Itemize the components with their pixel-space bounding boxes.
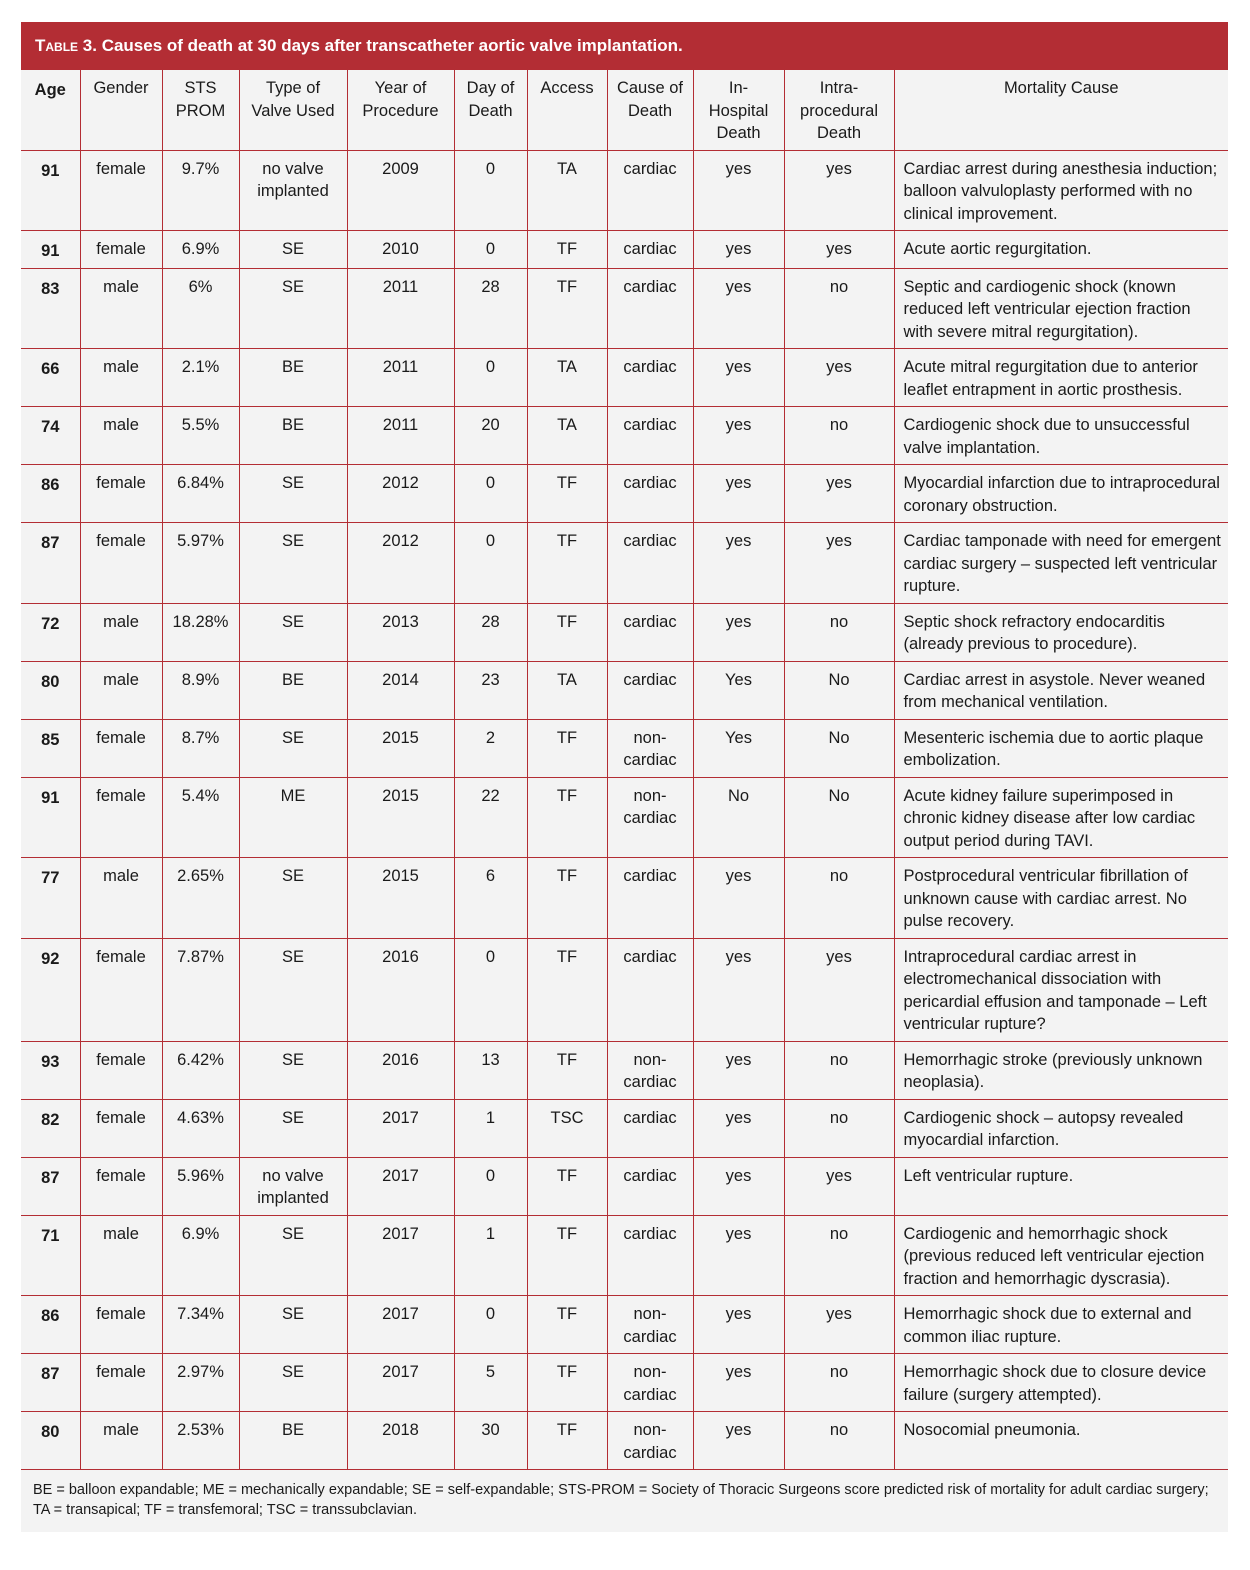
sts-prom-cell: 7.87% [162, 938, 239, 1041]
in-hospital-cell: yes [693, 150, 784, 231]
access-cell: TA [527, 661, 607, 719]
sts-prom-cell: 2.53% [162, 1412, 239, 1470]
age-cell: 80 [21, 661, 80, 719]
year-cell: 2015 [347, 858, 454, 939]
intraprocedural-cell: yes [784, 523, 894, 604]
year-cell: 2012 [347, 523, 454, 604]
gender-cell: male [80, 268, 162, 349]
valve-type-cell: BE [239, 407, 347, 465]
day-of-death-cell: 13 [454, 1041, 527, 1099]
gender-cell: female [80, 231, 162, 269]
day-of-death-cell: 20 [454, 407, 527, 465]
valve-type-cell: SE [239, 1354, 347, 1412]
mortality-cause-cell: Intraprocedural cardiac arrest in electromechanical dissociation with pericardial effusion and tamponade – Left ventricular rupture? [894, 938, 1228, 1041]
access-cell: TF [527, 1041, 607, 1099]
gender-cell: male [80, 661, 162, 719]
day-of-death-cell: 0 [454, 1157, 527, 1215]
access-cell: TF [527, 777, 607, 858]
intraprocedural-cell: no [784, 603, 894, 661]
day-of-death-cell: 30 [454, 1412, 527, 1470]
intraprocedural-cell: no [784, 268, 894, 349]
sts-prom-cell: 6% [162, 268, 239, 349]
age-cell: 87 [21, 523, 80, 604]
day-of-death-cell: 0 [454, 938, 527, 1041]
mortality-cause-cell: Cardiogenic and hemorrhagic shock (previous reduced left ventricular ejection fraction and hemorrhagic dyscrasia). [894, 1215, 1228, 1296]
access-cell: TF [527, 1157, 607, 1215]
table-row [21, 523, 1228, 604]
cause-of-death-cell: non-cardiac [607, 1041, 693, 1099]
column-header: Day of Death [454, 70, 527, 150]
day-of-death-cell: 0 [454, 1296, 527, 1354]
year-cell: 2011 [347, 349, 454, 407]
year-cell: 2018 [347, 1412, 454, 1470]
day-of-death-cell: 6 [454, 858, 527, 939]
sts-prom-cell: 2.1% [162, 349, 239, 407]
day-of-death-cell: 5 [454, 1354, 527, 1412]
mortality-cause-cell: Cardiogenic shock – autopsy revealed myocardial infarction. [894, 1099, 1228, 1157]
column-header: Type of Valve Used [239, 70, 347, 150]
mortality-cause-cell: Postprocedural ventricular fibrillation of unknown cause with cardiac arrest. No pulse recovery. [894, 858, 1228, 939]
in-hospital-cell: yes [693, 858, 784, 939]
valve-type-cell: ME [239, 777, 347, 858]
mortality-cause-cell: Left ventricular rupture. [894, 1157, 1228, 1215]
valve-type-cell: SE [239, 938, 347, 1041]
table-footnote: BE = balloon expandable; ME = mechanically expandable; SE = self-expandable; STS-PROM = Society of Thoracic Surgeons score predicted risk of mortality for adult cardiac surgery; TA = transapical; TF = transfemoral; TSC = transsubclavian. [21, 1470, 1228, 1532]
gender-cell: male [80, 407, 162, 465]
cause-of-death-cell: non-cardiac [607, 1354, 693, 1412]
sts-prom-cell: 2.65% [162, 858, 239, 939]
age-cell: 91 [21, 777, 80, 858]
column-header: Age [21, 70, 80, 150]
age-cell: 91 [21, 150, 80, 231]
cause-of-death-cell: cardiac [607, 349, 693, 407]
table-body [21, 150, 1228, 1470]
year-cell: 2017 [347, 1215, 454, 1296]
mortality-cause-cell: Septic and cardiogenic shock (known reduced left ventricular ejection fraction with severe mitral regurgitation). [894, 268, 1228, 349]
column-header: Year of Procedure [347, 70, 454, 150]
day-of-death-cell: 0 [454, 231, 527, 269]
header-row [21, 70, 1228, 150]
age-cell: 74 [21, 407, 80, 465]
in-hospital-cell: yes [693, 1041, 784, 1099]
mortality-table [21, 70, 1228, 1470]
column-header: Mortality Cause [894, 70, 1228, 150]
in-hospital-cell: yes [693, 231, 784, 269]
intraprocedural-cell: no [784, 1354, 894, 1412]
cause-of-death-cell: cardiac [607, 268, 693, 349]
access-cell: TF [527, 268, 607, 349]
access-cell: TF [527, 1215, 607, 1296]
table-row [21, 407, 1228, 465]
sts-prom-cell: 8.9% [162, 661, 239, 719]
year-cell: 2009 [347, 150, 454, 231]
table-row [21, 938, 1228, 1041]
cause-of-death-cell: cardiac [607, 465, 693, 523]
access-cell: TF [527, 1296, 607, 1354]
cause-of-death-cell: non-cardiac [607, 1412, 693, 1470]
year-cell: 2017 [347, 1157, 454, 1215]
age-cell: 86 [21, 1296, 80, 1354]
mortality-cause-cell: Acute aortic regurgitation. [894, 231, 1228, 269]
access-cell: TF [527, 465, 607, 523]
mortality-cause-cell: Acute mitral regurgitation due to anterior leaflet entrapment in aortic prosthesis. [894, 349, 1228, 407]
in-hospital-cell: yes [693, 1296, 784, 1354]
year-cell: 2016 [347, 938, 454, 1041]
table-label: Table 3. [35, 36, 97, 55]
in-hospital-cell: yes [693, 938, 784, 1041]
intraprocedural-cell: No [784, 719, 894, 777]
table-row [21, 1412, 1228, 1470]
access-cell: TF [527, 231, 607, 269]
in-hospital-cell: yes [693, 1157, 784, 1215]
day-of-death-cell: 0 [454, 465, 527, 523]
in-hospital-cell: yes [693, 1215, 784, 1296]
mortality-cause-cell: Hemorrhagic shock due to closure device failure (surgery attempted). [894, 1354, 1228, 1412]
sts-prom-cell: 6.9% [162, 231, 239, 269]
valve-type-cell: SE [239, 603, 347, 661]
day-of-death-cell: 0 [454, 523, 527, 604]
gender-cell: female [80, 777, 162, 858]
mortality-cause-cell: Mesenteric ischemia due to aortic plaque embolization. [894, 719, 1228, 777]
valve-type-cell: BE [239, 1412, 347, 1470]
sts-prom-cell: 5.5% [162, 407, 239, 465]
year-cell: 2013 [347, 603, 454, 661]
access-cell: TSC [527, 1099, 607, 1157]
access-cell: TA [527, 407, 607, 465]
cause-of-death-cell: cardiac [607, 523, 693, 604]
age-cell: 87 [21, 1354, 80, 1412]
access-cell: TA [527, 349, 607, 407]
in-hospital-cell: yes [693, 465, 784, 523]
sts-prom-cell: 2.97% [162, 1354, 239, 1412]
sts-prom-cell: 5.97% [162, 523, 239, 604]
sts-prom-cell: 8.7% [162, 719, 239, 777]
day-of-death-cell: 1 [454, 1215, 527, 1296]
in-hospital-cell: yes [693, 1412, 784, 1470]
cause-of-death-cell: cardiac [607, 938, 693, 1041]
valve-type-cell: no valve implanted [239, 1157, 347, 1215]
intraprocedural-cell: yes [784, 938, 894, 1041]
sts-prom-cell: 9.7% [162, 150, 239, 231]
in-hospital-cell: yes [693, 407, 784, 465]
cause-of-death-cell: non-cardiac [607, 1296, 693, 1354]
access-cell: TF [527, 938, 607, 1041]
gender-cell: female [80, 938, 162, 1041]
age-cell: 66 [21, 349, 80, 407]
gender-cell: male [80, 349, 162, 407]
sts-prom-cell: 4.63% [162, 1099, 239, 1157]
year-cell: 2012 [347, 465, 454, 523]
year-cell: 2017 [347, 1354, 454, 1412]
gender-cell: female [80, 719, 162, 777]
age-cell: 72 [21, 603, 80, 661]
age-cell: 71 [21, 1215, 80, 1296]
gender-cell: female [80, 1354, 162, 1412]
table-row [21, 465, 1228, 523]
gender-cell: male [80, 603, 162, 661]
valve-type-cell: SE [239, 465, 347, 523]
cause-of-death-cell: cardiac [607, 231, 693, 269]
sts-prom-cell: 6.84% [162, 465, 239, 523]
cause-of-death-cell: non-cardiac [607, 777, 693, 858]
gender-cell: male [80, 1215, 162, 1296]
gender-cell: male [80, 858, 162, 939]
intraprocedural-cell: no [784, 1215, 894, 1296]
in-hospital-cell: yes [693, 603, 784, 661]
day-of-death-cell: 23 [454, 661, 527, 719]
cause-of-death-cell: cardiac [607, 661, 693, 719]
year-cell: 2017 [347, 1296, 454, 1354]
mortality-cause-cell: Cardiac tamponade with need for emergent cardiac surgery – suspected left ventricular rupture. [894, 523, 1228, 604]
valve-type-cell: SE [239, 719, 347, 777]
table-row [21, 858, 1228, 939]
cause-of-death-cell: cardiac [607, 1157, 693, 1215]
intraprocedural-cell: No [784, 777, 894, 858]
in-hospital-cell: yes [693, 268, 784, 349]
in-hospital-cell: Yes [693, 661, 784, 719]
gender-cell: female [80, 1041, 162, 1099]
intraprocedural-cell: yes [784, 349, 894, 407]
age-cell: 91 [21, 231, 80, 269]
day-of-death-cell: 28 [454, 268, 527, 349]
access-cell: TF [527, 858, 607, 939]
valve-type-cell: SE [239, 268, 347, 349]
column-header: STS PROM [162, 70, 239, 150]
valve-type-cell: SE [239, 1296, 347, 1354]
cause-of-death-cell: cardiac [607, 150, 693, 231]
table-row [21, 1157, 1228, 1215]
age-cell: 82 [21, 1099, 80, 1157]
table-row [21, 1354, 1228, 1412]
cause-of-death-cell: cardiac [607, 1215, 693, 1296]
access-cell: TF [527, 603, 607, 661]
table-row [21, 150, 1228, 231]
sts-prom-cell: 5.96% [162, 1157, 239, 1215]
valve-type-cell: SE [239, 1041, 347, 1099]
year-cell: 2014 [347, 661, 454, 719]
age-cell: 80 [21, 1412, 80, 1470]
intraprocedural-cell: no [784, 858, 894, 939]
access-cell: TF [527, 523, 607, 604]
day-of-death-cell: 28 [454, 603, 527, 661]
sts-prom-cell: 6.42% [162, 1041, 239, 1099]
sts-prom-cell: 7.34% [162, 1296, 239, 1354]
access-cell: TF [527, 1412, 607, 1470]
cause-of-death-cell: cardiac [607, 407, 693, 465]
table-row [21, 268, 1228, 349]
intraprocedural-cell: yes [784, 465, 894, 523]
intraprocedural-cell: yes [784, 231, 894, 269]
table-row [21, 1215, 1228, 1296]
table-row [21, 1041, 1228, 1099]
age-cell: 93 [21, 1041, 80, 1099]
cause-of-death-cell: cardiac [607, 858, 693, 939]
intraprocedural-cell: no [784, 1041, 894, 1099]
mortality-cause-cell: Hemorrhagic stroke (previously unknown neoplasia). [894, 1041, 1228, 1099]
table-row [21, 349, 1228, 407]
sts-prom-cell: 5.4% [162, 777, 239, 858]
table-row [21, 603, 1228, 661]
in-hospital-cell: yes [693, 1354, 784, 1412]
intraprocedural-cell: no [784, 1099, 894, 1157]
intraprocedural-cell: no [784, 407, 894, 465]
year-cell: 2017 [347, 1099, 454, 1157]
day-of-death-cell: 0 [454, 349, 527, 407]
mortality-cause-cell: Cardiogenic shock due to unsuccessful valve implantation. [894, 407, 1228, 465]
mortality-cause-cell: Hemorrhagic shock due to external and common iliac rupture. [894, 1296, 1228, 1354]
valve-type-cell: SE [239, 858, 347, 939]
valve-type-cell: BE [239, 349, 347, 407]
year-cell: 2015 [347, 777, 454, 858]
day-of-death-cell: 2 [454, 719, 527, 777]
age-cell: 77 [21, 858, 80, 939]
gender-cell: female [80, 150, 162, 231]
gender-cell: male [80, 1412, 162, 1470]
valve-type-cell: BE [239, 661, 347, 719]
cause-of-death-cell: non-cardiac [607, 719, 693, 777]
valve-type-cell: no valve implanted [239, 150, 347, 231]
access-cell: TF [527, 1354, 607, 1412]
cause-of-death-cell: cardiac [607, 1099, 693, 1157]
mortality-cause-cell: Nosocomial pneumonia. [894, 1412, 1228, 1470]
sts-prom-cell: 6.9% [162, 1215, 239, 1296]
valve-type-cell: SE [239, 231, 347, 269]
intraprocedural-cell: no [784, 1412, 894, 1470]
column-header: Access [527, 70, 607, 150]
table-title-bar [21, 22, 1228, 70]
column-header: Intra-procedural Death [784, 70, 894, 150]
table-row [21, 231, 1228, 269]
gender-cell: female [80, 465, 162, 523]
table-row [21, 777, 1228, 858]
valve-type-cell: SE [239, 1215, 347, 1296]
mortality-cause-cell: Acute kidney failure superimposed in chronic kidney disease after low cardiac output period during TAVI. [894, 777, 1228, 858]
access-cell: TF [527, 719, 607, 777]
year-cell: 2010 [347, 231, 454, 269]
table-container [21, 22, 1228, 1532]
age-cell: 92 [21, 938, 80, 1041]
gender-cell: female [80, 1099, 162, 1157]
mortality-cause-cell: Cardiac arrest during anesthesia induction; balloon valvuloplasty performed with no clinical improvement. [894, 150, 1228, 231]
column-header: Cause of Death [607, 70, 693, 150]
in-hospital-cell: No [693, 777, 784, 858]
cause-of-death-cell: cardiac [607, 603, 693, 661]
mortality-cause-cell: Cardiac arrest in asystole. Never weaned from mechanical ventilation. [894, 661, 1228, 719]
in-hospital-cell: yes [693, 523, 784, 604]
column-header: In-Hospital Death [693, 70, 784, 150]
column-header: Gender [80, 70, 162, 150]
intraprocedural-cell: No [784, 661, 894, 719]
mortality-cause-cell: Myocardial infarction due to intraprocedural coronary obstruction. [894, 465, 1228, 523]
in-hospital-cell: Yes [693, 719, 784, 777]
access-cell: TA [527, 150, 607, 231]
valve-type-cell: SE [239, 523, 347, 604]
year-cell: 2011 [347, 268, 454, 349]
intraprocedural-cell: yes [784, 150, 894, 231]
day-of-death-cell: 0 [454, 150, 527, 231]
intraprocedural-cell: yes [784, 1296, 894, 1354]
year-cell: 2016 [347, 1041, 454, 1099]
gender-cell: female [80, 523, 162, 604]
age-cell: 85 [21, 719, 80, 777]
age-cell: 83 [21, 268, 80, 349]
mortality-cause-cell: Septic shock refractory endocarditis (already previous to procedure). [894, 603, 1228, 661]
table-row [21, 1296, 1228, 1354]
table-row [21, 1099, 1228, 1157]
year-cell: 2015 [347, 719, 454, 777]
day-of-death-cell: 1 [454, 1099, 527, 1157]
gender-cell: female [80, 1157, 162, 1215]
table-title: Causes of death at 30 days after transcatheter aortic valve implantation. [101, 36, 683, 55]
intraprocedural-cell: yes [784, 1157, 894, 1215]
age-cell: 86 [21, 465, 80, 523]
gender-cell: female [80, 1296, 162, 1354]
in-hospital-cell: yes [693, 1099, 784, 1157]
day-of-death-cell: 22 [454, 777, 527, 858]
table-row [21, 661, 1228, 719]
sts-prom-cell: 18.28% [162, 603, 239, 661]
in-hospital-cell: yes [693, 349, 784, 407]
age-cell: 87 [21, 1157, 80, 1215]
table-row [21, 719, 1228, 777]
year-cell: 2011 [347, 407, 454, 465]
valve-type-cell: SE [239, 1099, 347, 1157]
